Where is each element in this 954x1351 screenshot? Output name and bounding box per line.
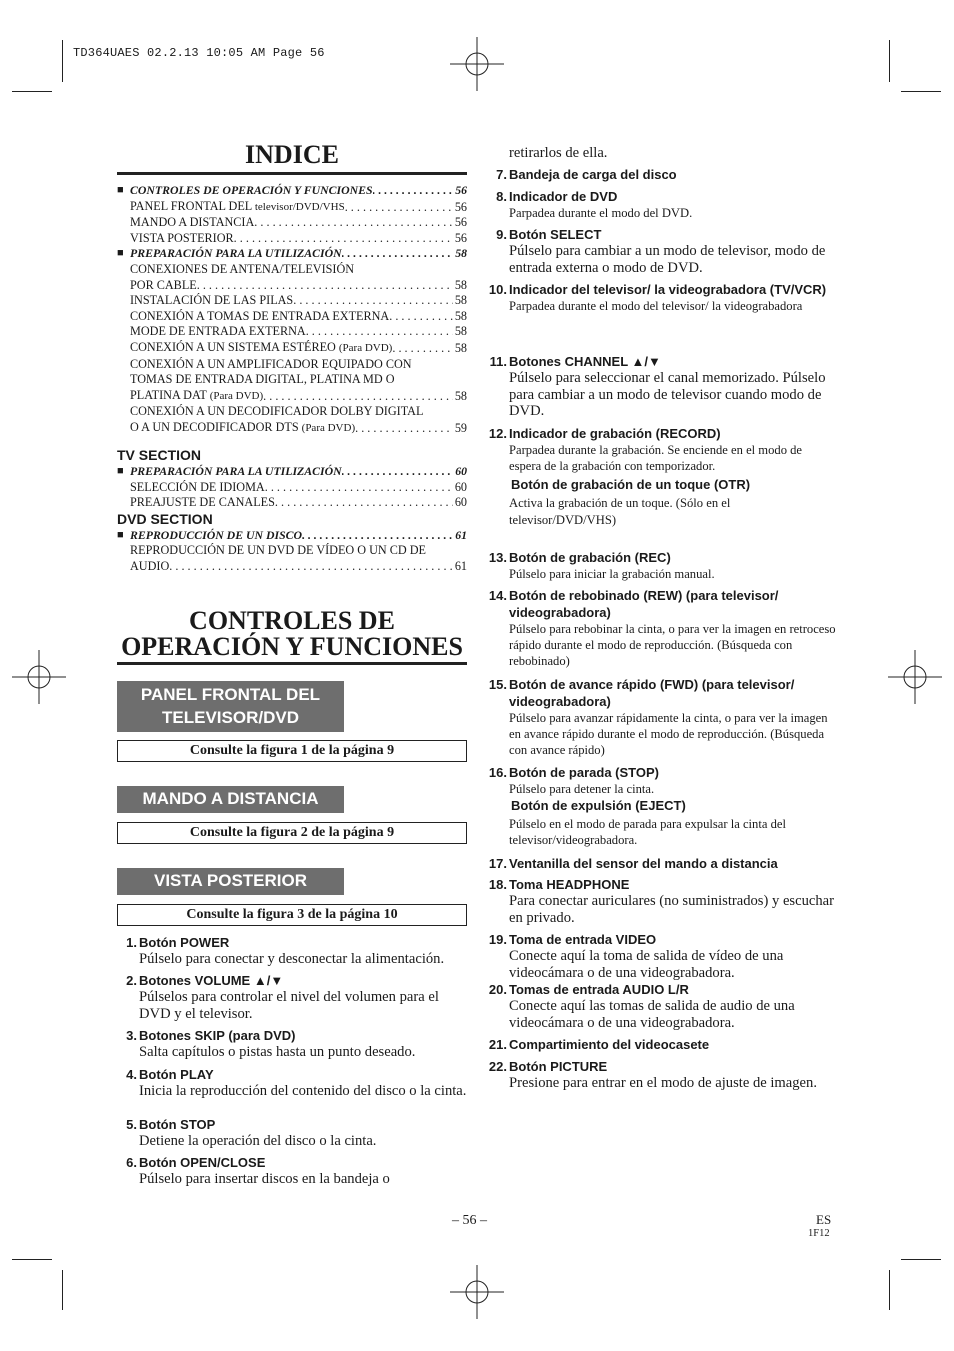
title-rule — [117, 662, 467, 665]
crop-mark — [901, 91, 941, 92]
toc-entry[interactable]: CONEXIÓN A TOMAS DE ENTRADA EXTERNA . . . 58 — [117, 309, 467, 325]
list-item: 14. Botón de rebobinado (REW) (para televisor/ videograbadora) Púlselo para rebobinar la cinta, o para ver la imagen en retroceso rápido durante el modo de reproducción. (Búsqueda con rebobinado) — [488, 588, 836, 669]
crop-mark — [12, 91, 52, 92]
list-item: 21. Compartimiento del videocasete — [488, 1037, 710, 1052]
toc-entry[interactable]: O A UN DECODIFICADOR DTS (Para DVD) . . . 59 — [117, 420, 467, 437]
toc-entry[interactable]: PANEL FRONTAL DEL televisor/DVD/VHS . . . 56 — [117, 199, 467, 216]
crop-mark — [889, 1270, 890, 1310]
toc-entry: CONEXIÓN A UN AMPLIFICADOR EQUIPADO CON — [130, 356, 412, 371]
list-item: 5. Botón STOP Detiene la operación del disco o la cinta. — [126, 1117, 377, 1149]
list-item: 2. Botones VOLUME ▲/▼ Púlselos para controlar el nivel del volumen para el DVD y el televisor. — [126, 973, 439, 1022]
controls-title: CONTROLES DE OPERACIÓN Y FUNCIONES — [121, 606, 463, 661]
list-item: 7. Bandeja de carga del disco — [496, 167, 677, 182]
document-code: 1F12 — [808, 1228, 830, 1239]
list-item: 20. Tomas de entrada AUDIO L/R Conecte aquí las tomas de salida de audio de una videocámara o de una videograbadora. — [488, 982, 795, 1031]
list-item: 3. Botones SKIP (para DVD) Salta capítulos o pistas hasta un punto deseado. — [126, 1028, 416, 1060]
toc-entry[interactable]: INSTALACIÓN DE LAS PILAS . . . 58 — [117, 293, 467, 309]
list-item: 10. Indicador del televisor/ la videograbadora (TV/VCR) Parpadea durante el modo del televisor/ la videograbadora — [488, 282, 827, 313]
crop-mark — [62, 40, 63, 82]
list-item: 12. Indicador de grabación (RECORD) Parpadea durante la grabación. Se enciende en el modo de espera de la grabación con temporizador. Botón de grabación de un toque (OTR) Activa la grabación de un toque. (Sólo en el televisor/DVD/VHS) — [488, 426, 803, 527]
crop-mark — [889, 40, 890, 82]
list-item: 9. Botón SELECT Púlselo para cambiar a un modo de televisor, modo de entrada externa o modo de DVD. — [496, 227, 826, 276]
list-item: 13. Botón de grabación (REC) Púlselo para iniciar la grabación manual. — [488, 550, 715, 581]
registration-mark-icon — [888, 650, 942, 704]
toc-category: ■ PREPARACIÓN PARA LA UTILIZACIÓN . . . 60 — [117, 464, 467, 480]
list-item: 15. Botón de avance rápido (FWD) (para televisor/ videograbadora) Púlselo para avanzar rápidamente la cinta, o para ver la imagen en avance rápido durante el modo de reproducción. (Búsqueda con avance rápido) — [488, 677, 828, 758]
toc-entry: CONEXIONES DE ANTENA/TELEVISIÓN — [130, 261, 355, 276]
language-code: ES — [816, 1212, 832, 1227]
crop-mark — [901, 1259, 941, 1260]
toc-entry[interactable]: MODE DE ENTRADA EXTERNA . . . 58 — [117, 324, 467, 340]
toc-entry: TOMAS DE ENTRADA DIGITAL, PLATINA MD O — [130, 372, 395, 387]
remote-figure-ref: Consulte la figura 2 de la página 9 — [117, 822, 467, 844]
dvd-section-heading: DVD SECTION — [117, 510, 213, 527]
panel-figure-ref: Consulte la figura 1 de la página 9 — [117, 740, 467, 762]
table-of-contents — [117, 183, 467, 437]
indice-title: INDICE — [245, 140, 339, 169]
toc-category: ■ REPRODUCCIÓN DE UN DISCO . . . 61 — [117, 528, 467, 544]
list-item: 4. Botón PLAY Inicia la reproducción del contenido del disco o la cinta. — [126, 1067, 467, 1099]
toc-entry[interactable]: SELECCIÓN DE IDIOMA . . . 60 — [117, 480, 467, 496]
list-item: 17. Ventanilla del sensor del mando a distancia — [488, 856, 778, 871]
registration-mark-icon — [450, 37, 504, 91]
toc-category: ■ CONTROLES DE OPERACIÓN Y FUNCIONES . . . 56 — [117, 183, 467, 199]
registration-mark-icon — [450, 1265, 504, 1319]
list-item: 18. Toma HEADPHONE Para conectar auriculares (no suministrados) y escuchar en privado. — [488, 877, 834, 926]
rear-figure-ref: Consulte la figura 3 de la página 10 — [117, 904, 467, 926]
list-item-continuation: retirarlos de ella. — [509, 145, 608, 161]
toc-entry: CONEXIÓN A UN DECODIFICADOR DOLBY DIGITAL — [130, 404, 424, 419]
list-item: 6. Botón OPEN/CLOSE Púlselo para insertar discos en la bandeja o — [126, 1155, 390, 1187]
toc-entry[interactable]: AUDIO . . . 61 — [117, 559, 467, 575]
list-item: 1. Botón POWER Púlselo para conectar y desconectar la alimentación. — [126, 935, 445, 967]
toc-entry: REPRODUCCIÓN DE UN DVD DE VÍDEO O UN CD DE — [130, 543, 426, 558]
list-item: 19. Toma de entrada VIDEO Conecte aquí la toma de salida de vídeo de una videocámara o de una videograbadora. — [488, 932, 784, 981]
toc-entry[interactable]: PREAJUSTE DE CANALES . . . 60 — [117, 495, 467, 511]
crop-mark — [12, 1259, 52, 1260]
list-item: 8. Indicador de DVD Parpadea durante el modo del DVD. — [496, 189, 693, 220]
vista-posterior-badge: VISTA POSTERIOR — [117, 868, 344, 895]
list-item: 16. Botón de parada (STOP) Púlselo para detener la cinta. Botón de expulsión (EJECT) Púlselo en el modo de parada para expulsar la cinta del televisor/videograbadora. — [488, 765, 786, 848]
crop-mark — [62, 1270, 63, 1310]
title-rule — [117, 172, 467, 175]
toc-entry[interactable]: VISTA POSTERIOR . . . 56 — [117, 231, 467, 247]
toc-entry[interactable]: CONEXIÓN A UN SISTEMA ESTÉREO (Para DVD) . . . 58 — [117, 340, 467, 357]
toc-entry[interactable]: MANDO A DISTANCIA . . . 56 — [117, 215, 467, 231]
panel-frontal-badge: PANEL FRONTAL DEL TELEVISOR/DVD — [117, 681, 344, 732]
toc-category: ■ PREPARACIÓN PARA LA UTILIZACIÓN . . . 58 — [117, 246, 467, 262]
registration-mark-icon — [12, 650, 66, 704]
toc-entry[interactable]: PLATINA DAT (Para DVD) . . . 58 — [117, 388, 467, 405]
mando-distancia-badge: MANDO A DISTANCIA — [117, 786, 344, 813]
page-number: – 56 – — [452, 1213, 487, 1228]
toc-entry[interactable]: POR CABLE . . . 58 — [117, 278, 467, 294]
list-item: 11. Botones CHANNEL ▲/▼ Púlselo para seleccionar el canal memorizado. Púlselo para cambiar a un modo de televisor cuando modo de DVD. — [489, 354, 826, 420]
print-header: TD364UAES 02.2.13 10:05 AM Page 56 — [73, 46, 325, 60]
tv-section-toc — [117, 447, 467, 575]
tv-section-heading: TV SECTION — [117, 447, 202, 463]
list-item: 22. Botón PICTURE Presione para entrar en el modo de ajuste de imagen. — [488, 1059, 817, 1091]
